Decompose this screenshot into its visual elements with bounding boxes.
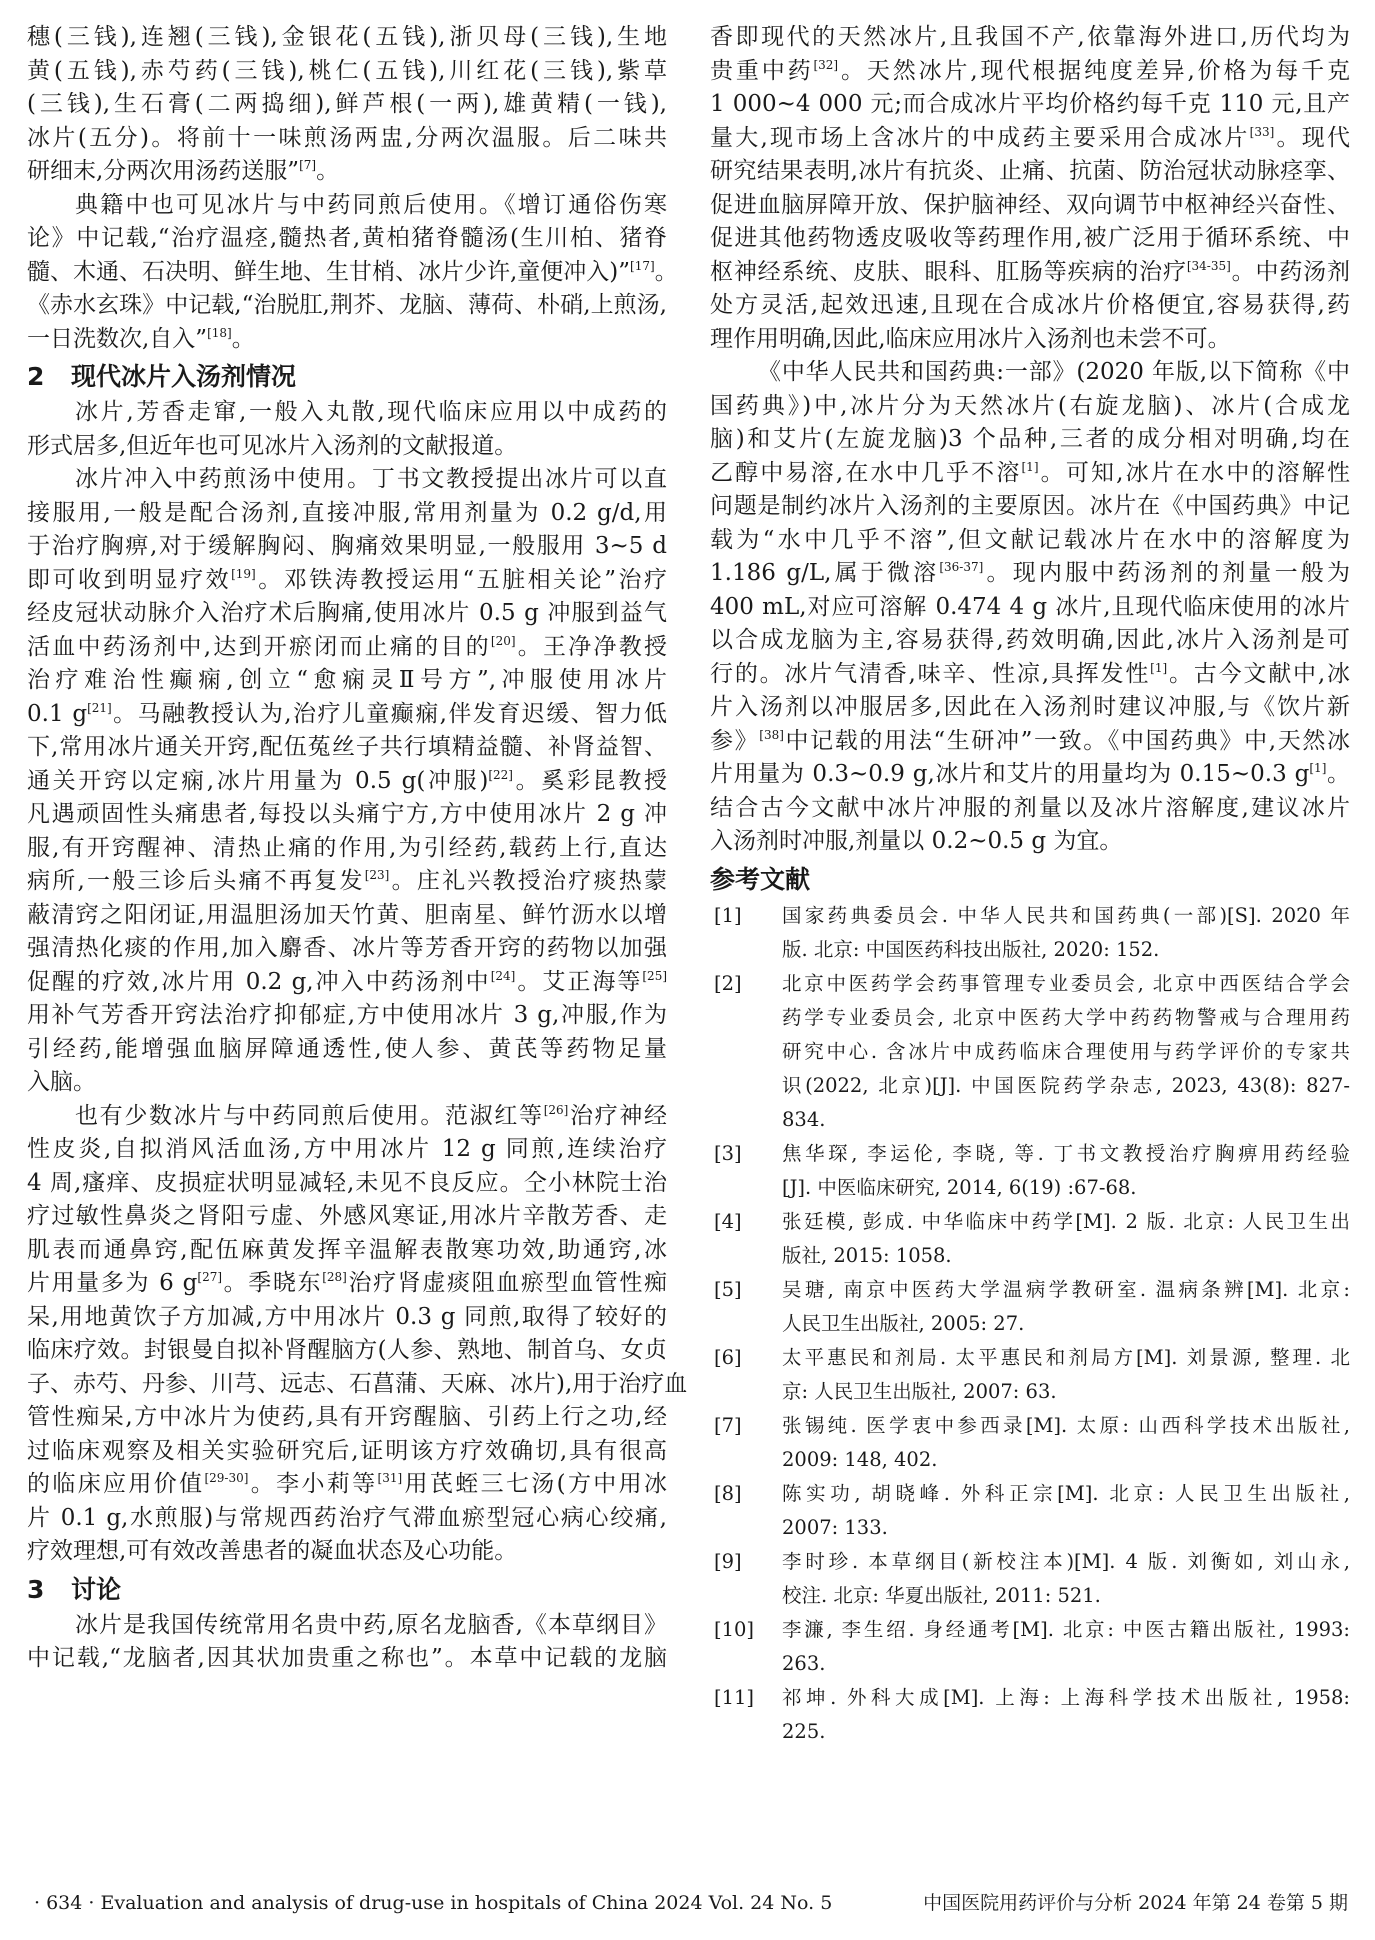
text: 促醒的疗效,冰片用 0.2 g,冲入中药汤剂中	[27, 968, 491, 995]
reference-line: 2009: 148, 402.	[782, 1447, 938, 1471]
text: 0.1 g	[27, 700, 88, 727]
citation: [38]	[759, 727, 784, 742]
text-line: 呆,用地黄饮子方加减,方中用冰片 0.3 g 同煎,取得了较好的	[27, 1303, 667, 1330]
text: 髓、木通、石决明、鲜生地、生甘梢、冰片少许,童便冲入)”	[27, 258, 631, 285]
text-line: 下,常用冰片通关开窍,配伍菟丝子共行填精益髓、补肾益智、	[27, 734, 667, 760]
text: 活血中药汤剂中,达到开瘀闭而止痛的目的	[27, 633, 491, 660]
text: 。天然冰片,现代根据纯度差异,价格为每千克	[838, 57, 1351, 84]
reference-list	[710, 899, 1350, 1749]
section-title: 现代冰片入汤剂情况	[71, 362, 297, 391]
reference-item	[710, 1613, 1350, 1681]
text: 即可收到明显疗效	[27, 566, 232, 593]
text-line: 服,有开窍醒神、清热止痛的作用,为引经药,载药上行,直达	[27, 834, 667, 861]
references-heading: 参考文献	[710, 864, 811, 894]
text: 片用量为 0.3~0.9 g,冰片和艾片的用量均为 0.15~0.3 g	[710, 761, 1310, 787]
text: 。王净净教授	[515, 633, 668, 660]
reference-item	[710, 1273, 1350, 1341]
text-line: 于治疗胸痹,对于缓解胸闷、胸痛效果明显,一般服用 3~5 d	[27, 533, 667, 559]
reference-number: [1]	[714, 903, 742, 927]
text-line	[710, 658, 1350, 692]
text: 贵重中药	[710, 57, 814, 84]
citation: [25]	[642, 968, 668, 983]
text-line: 冰片,芳香走窜,一般入丸散,现代临床应用以中成药的	[75, 399, 667, 425]
reference-number: [8]	[714, 1481, 742, 1505]
paragraph	[710, 21, 1350, 356]
citation: [1]	[1309, 761, 1327, 775]
text: 枢神经系统、皮肤、眼科、肛肠等疾病的治疗	[710, 258, 1187, 285]
text: 。李小莉等	[248, 1471, 378, 1497]
reference-line: 张廷模, 彭成. 中华临床中药学[M]. 2 版. 北京: 人民卫生出	[782, 1209, 1350, 1233]
text-line: 《赤水玄珠》中记载,“治脱肛,荆芥、龙脑、薄荷、朴硝,上煎汤,	[27, 292, 667, 318]
left-column	[27, 21, 688, 1676]
text: 一日洗数次,自入”	[27, 325, 208, 352]
text-line	[710, 122, 1350, 156]
text: 的临床应用价值	[27, 1471, 205, 1497]
reference-item	[710, 1477, 1350, 1545]
text-line: 结合古今文献中冰片冲服的剂量以及冰片溶解度,建议冰片	[710, 794, 1350, 821]
text-line	[27, 765, 667, 799]
citation: [18]	[207, 325, 232, 340]
citation: [22]	[488, 767, 513, 782]
reference-item	[710, 1205, 1350, 1273]
section-title: 讨论	[71, 1574, 122, 1604]
reference-line: 李濂, 李生绍. 身经通考[M]. 北京: 中医古籍出版社, 1993:	[782, 1617, 1350, 1641]
reference-number: [9]	[714, 1549, 742, 1573]
reference-line: 京: 人民卫生出版社, 2007: 63.	[782, 1379, 1057, 1403]
text: 。庄礼兴教授治疗痰热蒙	[389, 868, 668, 894]
text: 。	[1326, 761, 1350, 787]
section-heading	[27, 358, 667, 396]
text-line: 过临床观察及相关实验研究后,证明该方疗效确切,具有很高	[27, 1437, 667, 1464]
text: 1.186 g/L,属于微溶	[710, 560, 940, 586]
text-line	[710, 256, 1350, 290]
citation: [1]	[1021, 459, 1039, 474]
citation: [29-30]	[204, 1471, 249, 1485]
text: 。现内服中药汤剂的剂量一般为	[983, 560, 1350, 586]
text: 。邓铁涛教授运用“五脏相关论”治疗	[255, 566, 667, 593]
text-line: 临床疗效。封银曼自拟补肾醒脑方(人参、熟地、制首乌、女贞	[27, 1337, 667, 1363]
citation: [27]	[197, 1270, 223, 1284]
text-line	[27, 564, 667, 598]
text-line	[27, 323, 667, 357]
reference-line: 识(2022, 北京)[J]. 中国医院药学杂志, 2023, 43(8): 827-	[782, 1073, 1350, 1097]
text-line: 冰片(五分)。将前十一味煎汤两盅,分两次温服。后二味共	[27, 124, 667, 151]
text: 。	[654, 258, 678, 285]
text: 。中药汤剂	[1230, 258, 1351, 285]
text: 。	[231, 325, 255, 352]
reference-item	[710, 1545, 1350, 1613]
text: 通关开窍以定痫,冰片用量为 0.5 g(冲服)	[27, 767, 489, 794]
reference-line: 225.	[782, 1719, 826, 1743]
citation: [23]	[364, 868, 390, 882]
text-line: 脑)和艾片(左旋龙脑)3 个品种,三者的成分相对明确,均在	[710, 426, 1350, 452]
text-line: 国药典》)中,冰片分为天然冰片(右旋龙脑)、冰片(合成龙	[710, 392, 1350, 419]
section-number: 3	[27, 1574, 45, 1604]
text-line: 疗效理想,可有效改善患者的凝血状态及心功能。	[27, 1538, 518, 1564]
text-line: 用补气芳香开窍法治疗抑郁症,方中使用冰片 3 g,冲服,作为	[27, 1002, 667, 1028]
page-footer	[34, 1888, 1348, 1918]
text-line: 冰片冲入中药煎汤中使用。丁书文教授提出冰片可以直	[75, 466, 667, 492]
citation: [1]	[1150, 660, 1168, 675]
text: 。可知,冰片在水中的溶解性	[1038, 459, 1350, 486]
text-line: 治疗难治性癫痫,创立“愈痫灵Ⅱ号方”,冲服使用冰片	[27, 667, 667, 693]
footer-left: · 634 · Evaluation and analysis of drug-use in hospitals of China 2024 Vol. 24 No. 5	[34, 1892, 833, 1914]
citation: [31]	[377, 1471, 403, 1485]
text: 也有少数冰片与中药同煎后使用。范淑红等	[75, 1102, 544, 1129]
text-line: 400 mL,对应可溶解 0.474 4 g 冰片,且现代临床使用的冰片	[710, 593, 1350, 620]
text-line: 片入汤剂以冲服居多,因此在入汤剂时建议冲服,与《饮片新	[710, 694, 1350, 720]
text-line	[710, 725, 1350, 759]
reference-line: 李时珍. 本草纲目(新校注本)[M]. 4 版. 刘衡如, 刘山永,	[782, 1549, 1350, 1573]
text-line: 处方灵活,起效迅速,且现在合成冰片价格便宜,容易获得,药	[710, 292, 1350, 318]
citation: [26]	[543, 1102, 569, 1117]
section-heading	[27, 1571, 667, 1609]
reference-line: 263.	[782, 1651, 826, 1675]
text: 。	[316, 158, 340, 184]
reference-item	[710, 1681, 1350, 1749]
text: 。马融教授认为,治疗儿童癫痫,伴发育迟缓、智力低	[111, 700, 667, 727]
text-line: 4 周,瘙痒、皮损症状明显减轻,未见不良反应。仝小林院士治	[27, 1169, 667, 1196]
text-line: 载为“水中几乎不溶”,但文献记载冰片在水中的溶解度为	[710, 526, 1350, 553]
text-line: 促进其他药物透皮吸收等药理作用,被广泛用于循环系统、中	[710, 225, 1350, 251]
reference-item	[710, 1341, 1350, 1409]
reference-line: 2007: 133.	[782, 1515, 888, 1539]
paragraph	[710, 356, 1350, 859]
text-line: 管性痴呆,方中冰片为使药,具有开窍醒脑、引药上行之功,经	[27, 1404, 667, 1430]
text-line	[27, 865, 667, 899]
text: 治疗肾虚痰阻血瘀型血管性痴	[346, 1270, 668, 1296]
text-line: 理作用明确,因此,临床应用冰片入汤剂也未尝不可。	[710, 325, 1231, 352]
text: 量大,现市场上含冰片的中成药主要采用合成冰片	[710, 124, 1250, 151]
text-line	[27, 631, 667, 665]
reference-line: 药学专业委员会, 北京中医药大学中药药物警戒与合理用药	[782, 1005, 1350, 1029]
reference-line: 祁坤. 外科大成[M]. 上海: 上海科学技术出版社, 1958:	[782, 1685, 1350, 1709]
text-line: 经皮冠状动脉介入治疗术后胸痛,使用冰片 0.5 g 冲服到益气	[27, 600, 667, 626]
section-number: 2	[27, 362, 45, 391]
text: 。古今文献中,冰	[1167, 660, 1351, 687]
text: 病所,一般三诊后头痛不再复发	[27, 868, 365, 894]
citation: [17]	[630, 258, 655, 273]
text: 。奚彩昆教授	[512, 767, 667, 794]
paragraph	[27, 396, 667, 463]
paragraph	[27, 463, 667, 1100]
text: 。艾正海等	[515, 968, 643, 995]
reference-line: 吴瑭, 南京中医药大学温病学教研室. 温病条辨[M]. 北京:	[782, 1277, 1350, 1301]
reference-line: 版社, 2015: 1058.	[782, 1243, 952, 1267]
text-line	[27, 966, 667, 1000]
reference-number: [7]	[714, 1413, 742, 1437]
reference-line: 焦华琛, 李运伦, 李晓, 等. 丁书文教授治疗胸痹用药经验	[782, 1141, 1350, 1165]
reference-line: 陈实功, 胡晓峰. 外科正宗[M]. 北京: 人民卫生出版社,	[782, 1481, 1350, 1505]
text-line: 片 0.1 g,水煎服)与常规西药治疗气滞血瘀型冠心病心绞痛,	[27, 1504, 667, 1531]
text-line: 接服用,一般是配合汤剂,直接冲服,常用剂量为 0.2 g/d,用	[27, 499, 667, 526]
citation: [20]	[490, 633, 516, 648]
text-line	[27, 1100, 667, 1134]
text: 中记载的用法“生研冲”一致。《中国药典》中,天然冰	[783, 727, 1351, 754]
reference-line: 北京中医药学会药事管理专业委员会, 北京中西医结合学会	[782, 971, 1350, 995]
reference-line: 校注. 北京: 华夏出版社, 2011: 521.	[782, 1583, 1101, 1607]
text-line: 入脑。	[27, 1069, 96, 1095]
citation: [32]	[813, 57, 839, 72]
reference-line: 张锡纯. 医学衷中参西录[M]. 太原: 山西科学技术出版社,	[782, 1413, 1350, 1437]
text-line: 凡遇顽固性头痛患者,每投以头痛宁方,方中使用冰片 2 g 冲	[27, 801, 667, 827]
paragraph	[27, 1100, 688, 1569]
text-line: 以合成龙脑为主,容易获得,药效明确,因此,冰片入汤剂是可	[710, 627, 1350, 653]
citation: [34-35]	[1186, 258, 1231, 273]
citation: [33]	[1249, 124, 1275, 139]
text-line	[710, 758, 1350, 792]
citation: [7]	[299, 158, 317, 172]
text: 治疗神经	[568, 1102, 668, 1129]
paragraph	[27, 21, 667, 189]
text-line: (三钱),生石膏(二两捣细),鲜芦根(一两),雄黄精(一钱),	[27, 91, 667, 117]
reference-line: 版. 北京: 中国医药科技出版社, 2020: 152.	[782, 937, 1160, 961]
text: 乙醇中易溶,在水中几乎不溶	[710, 459, 1022, 486]
text-line: 黄(五钱),赤芍药(三钱),桃仁(五钱),川红花(三钱),紫草	[27, 57, 667, 84]
text-line: 引经药,能增强血脑屏障通透性,使人参、黄芪等药物足量	[27, 1035, 667, 1062]
reference-item	[710, 899, 1350, 967]
reference-number: [10]	[714, 1617, 755, 1641]
text-line: 蔽清窍之阳闭证,用温胆汤加天竹黄、胆南星、鲜竹沥水以增	[27, 901, 667, 928]
text-line	[27, 1468, 667, 1502]
reference-item	[710, 967, 1350, 1137]
reference-number: [11]	[714, 1685, 755, 1709]
text-line: 冰片是我国传统常用名贵中药,原名龙脑香,《本草纲目》	[75, 1611, 667, 1638]
text: 行的。冰片气清香,味辛、性凉,具挥发性	[710, 660, 1151, 687]
text: 。季晓东	[222, 1270, 323, 1296]
text: 用芪蛭三七汤(方中用冰	[402, 1471, 667, 1497]
text-line: 入汤剂时冲服,剂量以 0.2~0.5 g 为宜。	[710, 828, 1123, 854]
reference-item	[710, 1137, 1350, 1205]
reference-line: [J]. 中医临床研究, 2014, 6(19) :67-68.	[782, 1175, 1137, 1199]
text: 片用量多为 6 g	[27, 1270, 198, 1296]
footer-right: 中国医院用药评价与分析 2024 年第 24 卷第 5 期	[923, 1892, 1348, 1914]
text-line	[27, 155, 667, 189]
reference-number: [6]	[714, 1345, 742, 1369]
text-line: 穗(三钱),连翘(三钱),金银花(五钱),浙贝母(三钱),生地	[27, 24, 667, 50]
reference-line: 太平惠民和剂局. 太平惠民和剂局方[M]. 刘景源, 整理. 北	[782, 1345, 1350, 1369]
text-line: 强清热化痰的作用,加入麝香、冰片等芳香开窍的药物以加强	[27, 935, 667, 961]
text-line: 形式居多,但近年也可见冰片入汤剂的文献报道。	[27, 432, 518, 459]
text-line: 疗过敏性鼻炎之肾阳亏虚、外感风寒证,用冰片辛散芳香、走	[27, 1203, 667, 1229]
text-line: 香即现代的天然冰片,且我国不产,依靠海外进口,历代均为	[710, 24, 1350, 50]
reference-number: [4]	[714, 1209, 742, 1233]
reference-item	[710, 1409, 1350, 1477]
reference-line: 人民卫生出版社, 2005: 27.	[782, 1311, 1025, 1335]
text: 研细末,分两次用汤药送服”	[27, 158, 300, 184]
text-line: 问题是制约冰片入汤剂的主要原因。冰片在《中国药典》中记	[710, 493, 1350, 519]
text-line: 研究结果表明,冰片有抗炎、止痛、抗菌、防治冠状动脉痉挛、	[710, 158, 1350, 184]
text: 。现代	[1274, 124, 1351, 151]
paragraph	[27, 1609, 667, 1676]
reference-number: [3]	[714, 1141, 742, 1165]
reference-line: 834.	[782, 1107, 826, 1131]
text-line	[27, 698, 667, 732]
text-line: 典籍中也可见冰片与中药同煎后使用。《增订通俗伤寒	[75, 191, 667, 218]
text-line	[710, 557, 1350, 591]
text-line: 论》中记载,“治疗温痉,髓热者,黄柏猪脊髓汤(生川柏、猪脊	[27, 225, 667, 251]
text-line	[27, 1267, 667, 1301]
reference-number: [2]	[714, 971, 742, 995]
citation: [36-37]	[939, 560, 984, 574]
text-line	[710, 457, 1350, 491]
text-line: 子、赤芍、丹参、川芎、远志、石菖蒲、天麻、冰片),用于治疗血	[27, 1370, 688, 1397]
reference-line: 国家药典委员会. 中华人民共和国药典(一部)[S]. 2020 年	[782, 903, 1350, 927]
reference-number: [5]	[714, 1277, 742, 1301]
text-line	[27, 256, 678, 290]
text-line	[710, 55, 1350, 89]
citation: [19]	[231, 566, 256, 581]
text-line: 促进血脑屏障开放、保护脑神经、双向调节中枢神经兴奋性、	[710, 191, 1350, 218]
right-column	[710, 21, 1350, 1749]
text-line: 1 000~4 000 元;而合成冰片平均价格约每千克 110 元,且产	[710, 91, 1350, 117]
citation: [21]	[87, 700, 112, 715]
paragraph	[27, 189, 678, 357]
citation: [28]	[322, 1270, 347, 1284]
text-line: 性皮炎,自拟消风活血汤,方中用冰片 12 g 同煎,连续治疗	[27, 1136, 667, 1162]
text-line: 中记载,“龙脑者,因其状加贵重之称也”。本草中记载的龙脑	[27, 1645, 667, 1671]
citation: [24]	[490, 968, 516, 983]
text-line: 《中华人民共和国药典:一部》(2020 年版,以下简称《中	[758, 359, 1350, 385]
text: 参》	[710, 727, 760, 754]
text-line: 肌表而通鼻窍,配伍麻黄发挥辛温解表散寒功效,助通窍,冰	[27, 1236, 667, 1263]
reference-line: 研究中心. 含冰片中成药临床合理使用与药学评价的专家共	[782, 1039, 1350, 1063]
